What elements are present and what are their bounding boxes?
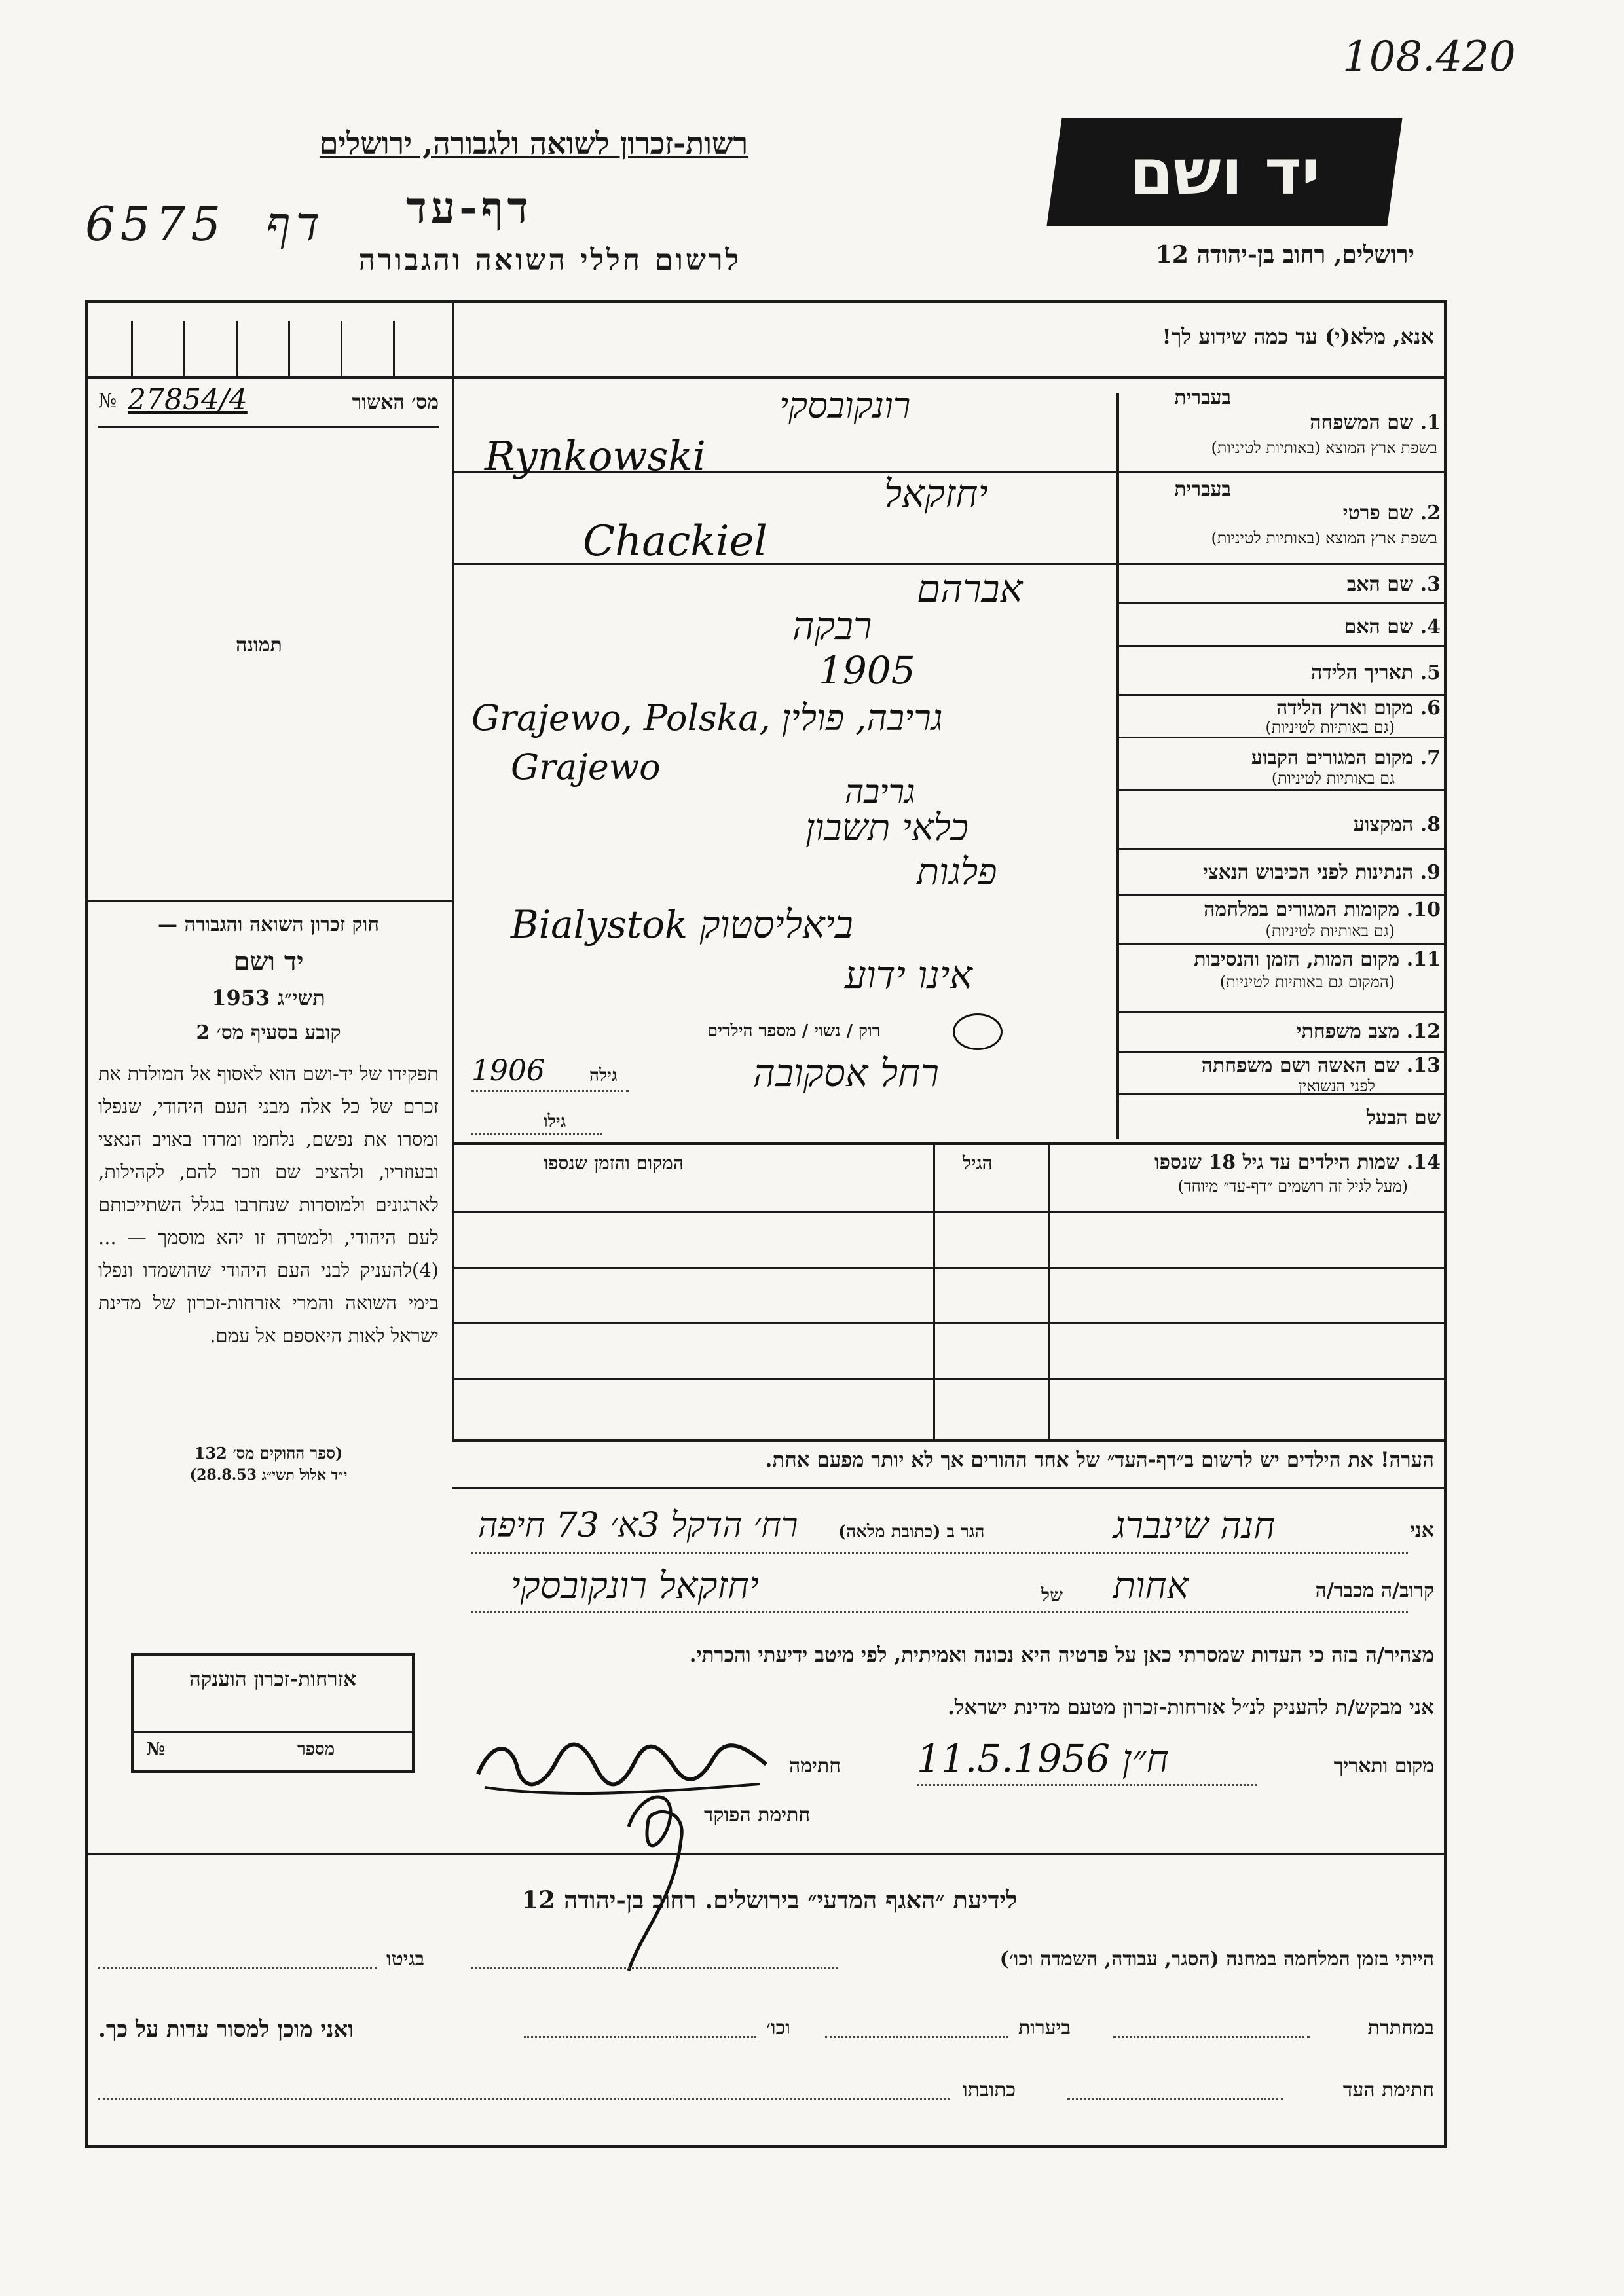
mother-name: רבקה: [792, 604, 872, 648]
signature-label: חתימה: [789, 1755, 841, 1777]
field-4-num: 4.: [1420, 615, 1441, 638]
children-col-age: הגיל: [963, 1152, 993, 1174]
husband-label: שם הבעל: [1366, 1106, 1441, 1129]
corner-number: 108.420: [1342, 33, 1516, 81]
place-date-value: ח״ן 11.5.1956: [917, 1736, 1169, 1781]
witness-address: רח׳ הדקל 3א׳ 73 חיפה: [478, 1506, 798, 1545]
field-13-label: [1202, 1054, 1441, 1077]
wife-age: 1906: [471, 1054, 545, 1087]
declaration-request: אני מבקש/ת להעניק לנ״ל אזרחות-זכרון מטעם מדינת ישראל.: [948, 1696, 1434, 1719]
registration-number: [98, 383, 439, 419]
field-1-tag: בעברית: [1174, 386, 1231, 409]
wartime-residence: Bialystok ביאליסטוק: [511, 902, 853, 947]
field-8-num: 8.: [1420, 813, 1441, 836]
registration-label: מס׳ האשור: [352, 391, 439, 414]
law-ref-date: י״ד אלול תשי״ג 28.8.53): [189, 1467, 348, 1484]
family-name-latin: Rynkowski: [485, 432, 706, 480]
nationality: פלגות: [917, 851, 997, 894]
field-7-num: 7.: [1420, 746, 1441, 769]
logo-text: יד ושם: [1129, 135, 1320, 209]
field-8-label: [1354, 813, 1441, 836]
field-13-sub: לפני הנשואין: [1298, 1077, 1375, 1095]
field-1-text: שם המשפחה: [1310, 411, 1414, 434]
declaration-of: של: [1041, 1584, 1063, 1606]
field-11-text: מקום המות, הזמן והנסיבות: [1194, 948, 1400, 971]
bottom-title: לידיעת ״האגף המדעי״ בירושלים. רחוב בן-יהודה 12: [521, 1886, 1018, 1914]
logo: [1046, 118, 1402, 226]
field-1-sub: בשפת ארץ המוצא (באותיות לטיניות): [1211, 439, 1437, 457]
birth-place: Grajewo, Polska, גריבה, פולין: [471, 697, 943, 738]
field-11-label: [1194, 948, 1441, 971]
field-9-text: הנתינות לפני הכיבוש הנאצי: [1202, 861, 1414, 884]
children-col-place: המקום והזמן שנספו: [544, 1152, 684, 1174]
field-6-num: 6.: [1420, 697, 1441, 720]
declaration-statement: מצהיר/ה בזה כי העדות שמסרתי כאן על פרטיה היא נכונה ואמיתית, לפי מיטב ידיעתי והכרתי.: [689, 1643, 1434, 1667]
form-title: דף-עד: [406, 182, 532, 233]
authority-name: רשות-זכרון לשואה ולגבורה, ירושלים: [319, 126, 748, 161]
bottom-forests-label: ביערות: [1018, 2016, 1071, 2039]
handwritten-number-value: 6575: [85, 196, 227, 251]
death-place: אינו ידוע: [845, 953, 972, 997]
bottom-underground-label: במחתרת: [1367, 2016, 1434, 2039]
profession: כלאי תשבון: [805, 807, 969, 849]
bottom-address-label: כתובתו: [963, 2079, 1016, 2102]
field-6-sub: (גם באותיות לטיניות): [1265, 718, 1395, 737]
children-title: [1154, 1151, 1441, 1174]
witness-relation: אחות: [1113, 1565, 1189, 1607]
bottom-testify-label: ואני מוכן למסור עדות על כך.: [98, 2016, 354, 2043]
field-2-text: שם פרטי: [1342, 501, 1414, 524]
wife-name: רחל אסקובה: [753, 1051, 939, 1095]
citizenship-title: אזרחות-זכרון הוענקה: [189, 1667, 357, 1691]
field-2-num: 2.: [1420, 501, 1441, 524]
field-12-label: [1297, 1020, 1441, 1043]
field-1-label: [1310, 411, 1441, 434]
handwritten-number-prefix: דף: [266, 196, 325, 251]
first-name-latin: Chackiel: [583, 517, 767, 566]
field-12-num: 12.: [1406, 1020, 1441, 1043]
citizenship-box: [131, 1653, 415, 1773]
children-title-text: שמות הילדים עד גיל 18 שנספו: [1154, 1151, 1400, 1174]
officer-signature-label: חתימת הפוקד: [704, 1804, 811, 1827]
children-note: הערה! את הילדים יש לרשום ב״דף-העד״ של אחד ההורים אך לא יותר מפעם אחת.: [765, 1448, 1434, 1472]
field-2-sub: בשפת ארץ המוצא (באותיות לטיניות): [1211, 529, 1437, 547]
declaration-i: אני: [1410, 1519, 1434, 1542]
field-7-sub: גם באותיות לטיניות): [1271, 769, 1395, 788]
field-5-label: [1311, 661, 1441, 684]
residence-hebrew: גריבה: [845, 773, 915, 811]
field-2-label: [1343, 501, 1441, 524]
first-name-hebrew: יחזקאל: [884, 471, 988, 516]
field-10-num: 10.: [1406, 898, 1441, 921]
declaration-address-label: הגר ב (כתובת מלאה): [838, 1522, 985, 1542]
registration-value: 27854/4: [128, 383, 248, 416]
field-2-tag: בעברית: [1174, 478, 1231, 501]
bottom-ghetto-label: בגיטו: [386, 1948, 425, 1971]
field-5-text: תאריך הלידה: [1311, 661, 1414, 684]
field-3-label: [1347, 573, 1441, 596]
marital-status-circle: [953, 1013, 1003, 1050]
law-name: יד ושם: [233, 946, 304, 977]
field-6-text: מקום וארץ הלידה: [1276, 697, 1414, 720]
law-ref: (ספר החוקים מס׳ 132: [194, 1444, 343, 1463]
registration-prefix: №: [98, 390, 117, 412]
field-13-text: שם האשה ושם משפחתה: [1201, 1054, 1400, 1077]
law-clause: קובע בסעיף מס׳ 2: [196, 1021, 341, 1044]
law-body: תפקידו של יד-ושם הוא לאסוף אל המולדת את זכרם של כל אלה מבני העם היהודי, שנפלו ומסרו את נפשם, נלחמו ומרדו באויב הנאצי ובעוזריו, ולהציב שם וזכר להם, לקהילות, לארגונים ולמוסדות שנחרבו בגלל השתייכותם לעם היהודי, ולמטרה זו יהא מוסמך — ...(4)להעניק לבני העם היהודי שהושמדו ונפלו בימי השואה והמרי אזרחות-זכרון של מדינת ישראל לאות היאספם אל עמם.: [98, 1063, 439, 1347]
field-11-num: 11.: [1406, 948, 1441, 971]
top-instruction: אנא, מלא(י) עד כמה שידוע לך!: [1162, 324, 1434, 349]
citizenship-num-prefix: №: [147, 1740, 166, 1759]
law-title: חוק זכרון השואה והגבורה —: [158, 913, 379, 936]
institute-address: ירושלים, רחוב בן-יהודה 12: [1155, 241, 1414, 268]
field-9-label: [1203, 861, 1441, 884]
wife-age-label: גילה: [589, 1066, 618, 1085]
children-num: 14.: [1406, 1151, 1441, 1174]
witness-name: חנה שינברג: [1113, 1504, 1276, 1547]
bottom-camp-label: הייתי בזמן המלחמה במחנה (הסגר, עבודה, השמדה וכו׳): [999, 1948, 1434, 1971]
husband-age-label: גילו: [544, 1112, 566, 1131]
field-3-num: 3.: [1420, 573, 1441, 596]
place-date-label: מקום ותאריך: [1333, 1755, 1434, 1777]
children-subtitle: (מעל לגיל זה רושמים ״דף-עד״ מיוחד): [1177, 1177, 1408, 1195]
citizenship-num-label: מספר: [297, 1740, 335, 1759]
field-9-num: 9.: [1420, 861, 1441, 884]
field-4-text: שם האם: [1344, 615, 1414, 638]
law-year: תשי״ג 1953: [212, 985, 325, 1010]
victim-name-declaration: יחזקאל רונקובסקי: [511, 1565, 759, 1607]
field-1-num: 1.: [1420, 411, 1441, 434]
field-6-label: [1276, 697, 1441, 720]
family-name-hebrew: רונקובסקי: [779, 385, 911, 426]
photo-label: תמונה: [236, 634, 282, 657]
marital-status-options: רוק / נשוי / מספר הילדים: [707, 1021, 881, 1041]
field-12-text: מצב משפחתי: [1296, 1020, 1400, 1043]
field-5-num: 5.: [1420, 661, 1441, 684]
form-subtitle: לרשום חללי השואה והגבורה: [358, 244, 742, 277]
declaration-relation-label: קרוב/ה מכבר/ה: [1315, 1579, 1434, 1602]
father-name: אברהם: [917, 566, 1023, 611]
officer-signature: [602, 1768, 707, 1977]
birth-date: 1905: [819, 648, 915, 693]
field-4-label: [1344, 615, 1441, 638]
bottom-witness-signature-label: חתימת העד: [1342, 2079, 1434, 2102]
field-10-sub: (גם באותיות לטיניות): [1265, 922, 1395, 940]
field-8-text: המקצוע: [1353, 813, 1414, 836]
field-7-label: [1251, 746, 1441, 769]
field-10-label: [1204, 898, 1441, 921]
field-3-text: שם האב: [1346, 573, 1414, 596]
field-10-text: מקומות המגורים במלחמה: [1204, 898, 1400, 921]
field-11-sub: (המקום גם באותיות לטיניות): [1219, 973, 1395, 991]
field-7-text: מקום המגורים הקבוע: [1251, 746, 1414, 769]
residence-latin: Grajewo: [511, 746, 661, 788]
bottom-etc-label: וכו׳: [766, 2016, 790, 2039]
field-13-num: 13.: [1406, 1054, 1441, 1077]
